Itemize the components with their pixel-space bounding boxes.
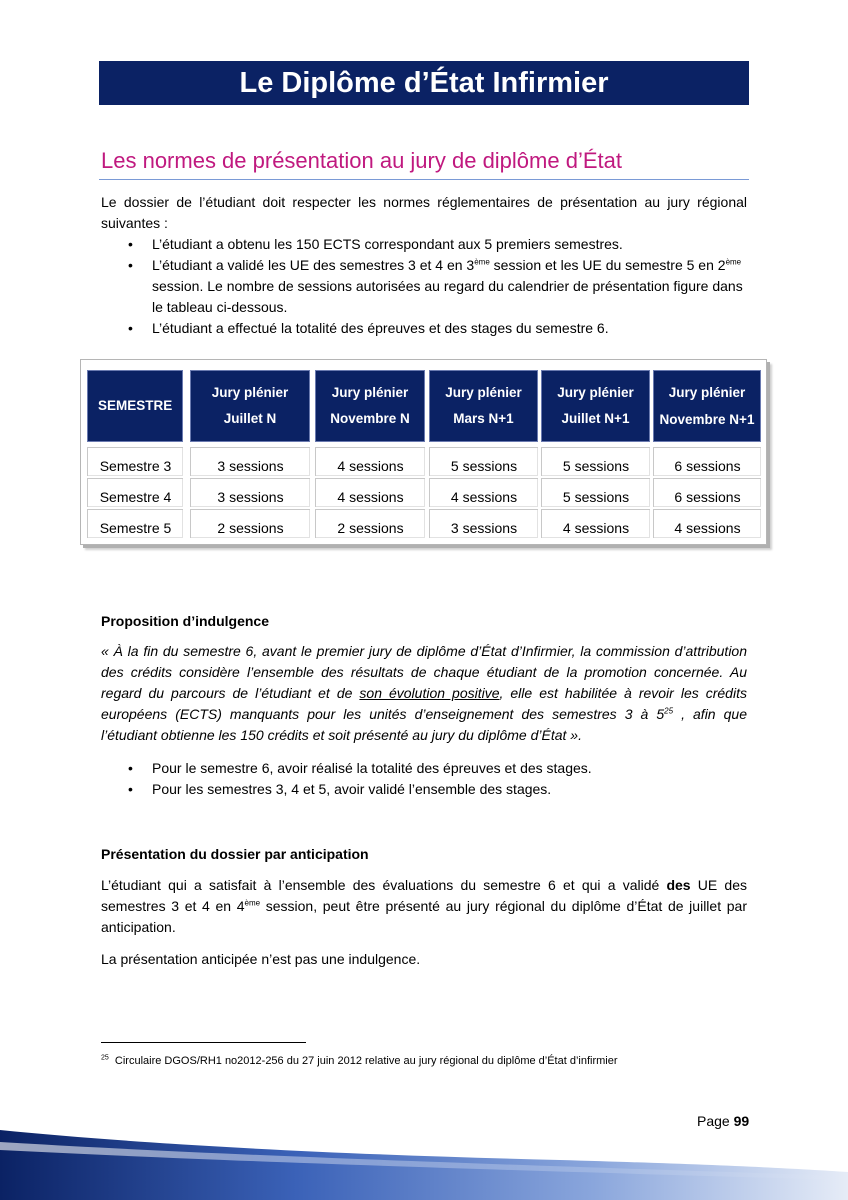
table-cell: 3 sessions (429, 509, 538, 538)
anticipation-heading: Présentation du dossier par anticipation (101, 846, 369, 862)
table-cell: 4 sessions (541, 509, 650, 538)
bullet-icon: • (128, 781, 133, 797)
table-cell: Semestre 3 (87, 447, 183, 476)
table-header-juillet-n: Jury plénier Juillet N (190, 370, 310, 442)
table-cell: 2 sessions (190, 509, 310, 538)
bullet-icon: • (128, 320, 133, 336)
section-title: Les normes de présentation au jury de diplôme d’État (101, 148, 622, 173)
list-item (101, 255, 747, 318)
list-item-text: L’étudiant a obtenu les 150 ECTS correspondant aux 5 premiers semestres. (152, 236, 623, 252)
requirements-list (101, 234, 747, 339)
table-cell: 3 sessions (190, 447, 310, 476)
indulgence-conditions-list (101, 758, 747, 800)
bullet-icon: • (128, 257, 133, 273)
list-item-text: Pour le semestre 6, avoir réalisé la totalité des épreuves et des stages. (152, 760, 592, 776)
table-cell: 2 sessions (315, 509, 425, 538)
table-cell: Semestre 4 (87, 478, 183, 507)
footer-wave-decoration (0, 1120, 848, 1200)
list-item (101, 779, 747, 800)
table-cell: 5 sessions (541, 478, 650, 507)
table-cell: 4 sessions (653, 509, 761, 538)
table-cell: 4 sessions (315, 478, 425, 507)
bullet-icon: • (128, 236, 133, 252)
table-cell: 6 sessions (653, 478, 761, 507)
anticipation-paragraph: L’étudiant qui a satisfait à l’ensemble des évaluations du semestre 6 et qui a validé des UE des semestres 3 et 4 en 4ème session, peut être présenté au jury régional du diplôme d’État de juillet par anticipation. (101, 877, 747, 935)
table-header-novembre-n: Jury plénier Novembre N (315, 370, 425, 442)
intro-paragraph: Le dossier de l’étudiant doit respecter les normes réglementaires de présentation au jury régional suivantes : (101, 194, 747, 231)
list-item-text: L’étudiant a effectué la totalité des épreuves et des stages du semestre 6. (152, 320, 609, 336)
list-item (101, 234, 747, 255)
list-item-text: L’étudiant a validé les UE des semestres 3 et 4 en 3ème session et les UE du semestre 5 en 2ème session. Le nombre de sessions autorisées au regard du calendrier de présentation figure dans le tableau ci-dessous. (152, 257, 743, 315)
table-cell: 5 sessions (541, 447, 650, 476)
table-cell: 4 sessions (429, 478, 538, 507)
footnote: $^{25}$ Circulaire DGOS/RH1 no2012-256 du 27 juin 2012 relative au jury régional du diplôme d’État d’infirmier (101, 1054, 618, 1067)
table-header-semestre: SEMESTRE (87, 370, 183, 442)
table-cell: 5 sessions (429, 447, 538, 476)
table-header-juillet-n1: Jury plénier Juillet N+1 (541, 370, 650, 442)
indulgence-quote: « À la fin du semestre 6, avant le premier jury de diplôme d’État d’Infirmier, la commission d’attribution des crédits considère l’ensemble des résultats de chaque étudiant de la promotion concernée. Au regard du parcours de l’étudiant et de son évolution positive, elle est habilitée à revoir les crédits européens (ECTS) manquants pour les unités d’enseignement des semestres 3 à $5^{25}$ , afin que l’étudiant obtienne les 150 crédits et soit présenté au jury du diplôme d’État ». (101, 643, 747, 743)
section-title-rule (99, 179, 749, 180)
table-cell: 3 sessions (190, 478, 310, 507)
table-header-mars-n1: Jury plénier Mars N+1 (429, 370, 538, 442)
table-cell: Semestre 5 (87, 509, 183, 538)
table-cell: 6 sessions (653, 447, 761, 476)
list-item (101, 318, 747, 339)
anticipation-note: La présentation anticipée n’est pas une indulgence. (101, 951, 421, 967)
footnote-separator (101, 1042, 306, 1043)
page-number: Page 99 (697, 1113, 750, 1129)
table-header-novembre-n1: Jury plénier Novembre N+1 (653, 370, 761, 442)
bullet-icon: • (128, 760, 133, 776)
document-banner-title: Le Diplôme d’État Infirmier (99, 61, 749, 105)
list-item-text: Pour les semestres 3, 4 et 5, avoir validé l’ensemble des stages. (152, 781, 552, 797)
indulgence-heading: Proposition d’indulgence (101, 613, 269, 629)
table-cell: 4 sessions (315, 447, 425, 476)
list-item (101, 758, 747, 779)
